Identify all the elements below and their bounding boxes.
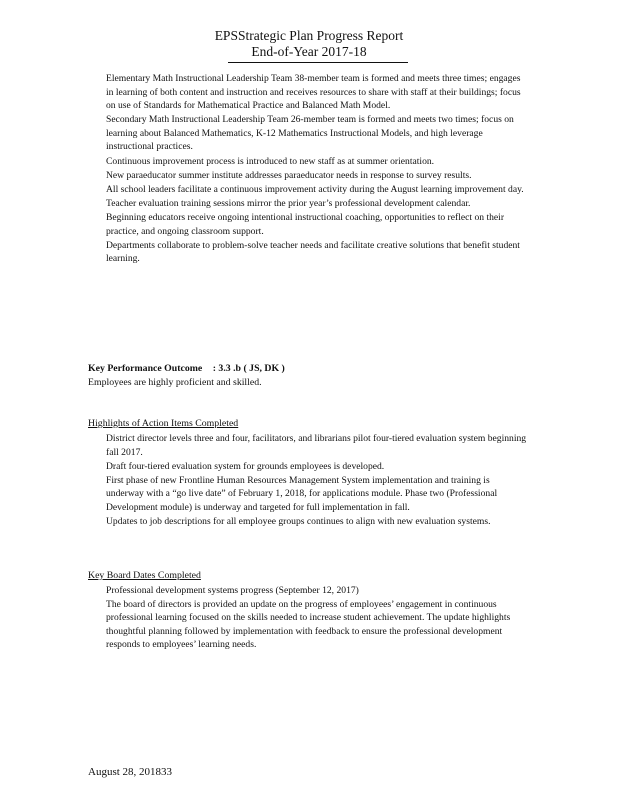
list-item-text: Departments collaborate to problem-solve teacher needs and facilitate creative solutions that benefit student learning.: [106, 239, 520, 265]
highlights-heading: Highlights of Action Items Completed: [88, 418, 239, 429]
list-item-text: Beginning educators receive ongoing intentional instructional coaching, opportunities to reflect on their practice, and ongoing classroom support.: [106, 211, 505, 237]
list-item-text: First phase of new Frontline Human Resources Management System implementation and training is underway with a “go live date” of February 1, 2018, for applications module. Phase two (Professional Development module) is underway and targeted for full implementation in fall.: [106, 474, 498, 513]
list-item: [88, 113, 528, 154]
list-item-text: Continuous improvement process is introduced to new staff as at summer orientation.: [106, 155, 435, 167]
title-rule: [228, 62, 408, 63]
list-item: [88, 515, 528, 529]
list-item-text: Updates to job descriptions for all employee groups continues to align with new evaluation systems.: [106, 516, 491, 528]
list-item-text: Secondary Math Instructional Leadership Team 26-member team is formed and meets two times; focus on learning about Balanced Mathematics, K-12 Mathematics Instructional Models, and high leverage instructional practices.: [106, 114, 514, 153]
list-item-text: All school leaders facilitate a continuous improvement activity during the August learning improvement day.: [106, 183, 524, 195]
footer-date: August 28, 201833: [88, 766, 173, 778]
key-performance-outcome: [88, 362, 285, 390]
list-item-text: Elementary Math Instructional Leadership Team 38-member team is formed and meets three times; engages in learning of both content and instruction and receives resources to share with staff at their buildings; focus on use of Standards for Mathematical Practice and Balanced Math Model.: [106, 73, 521, 112]
list-item: [88, 183, 528, 197]
list-item: [88, 239, 528, 266]
list-item-text: Teacher evaluation training sessions mirror the prior year’s professional development calendar.: [106, 197, 471, 209]
board-list: [88, 584, 528, 652]
list-item: [88, 169, 528, 183]
list-item: [88, 72, 528, 113]
list-item: [88, 197, 528, 211]
list-item: [88, 460, 528, 474]
list-item: [88, 155, 528, 169]
list-item: [88, 211, 528, 238]
kpo-text: Employees are highly proficient and skilled.: [88, 377, 262, 388]
report-title: EPSStrategic Plan Progress Report: [214, 28, 404, 43]
list-item-text: New paraeducator summer institute addresses paraeducator needs in response to survey results.: [106, 169, 472, 181]
list-item-text: Draft four-tiered evaluation system for grounds employees is developed.: [106, 460, 385, 472]
highlights-list: [88, 432, 528, 529]
list-item: [88, 584, 528, 652]
list-item-text: Professional development systems progress (September 12, 2017) The board of directors is provided an update on the progress of employees’ engagement in continuous professional learning focused on the skills needed to increase student achievement. The update highlights thoughtful planning followed by implementation with feedback to ensure the professional development responds to employees’ learning needs.: [106, 585, 511, 651]
kpo-label: Key Performance Outcome: [88, 363, 203, 374]
report-subtitle: End-of-Year 2017-18: [251, 44, 367, 59]
strategy-list: [88, 72, 528, 266]
list-item: [88, 474, 528, 515]
kpo-code: : 3.3 .b ( JS, DK ): [212, 363, 285, 374]
list-item-text: District director levels three and four, facilitators, and librarians pilot four-tiered evaluation system beginning fall 2017.: [106, 433, 527, 458]
list-item: [88, 432, 528, 459]
board-heading: Key Board Dates Completed: [88, 570, 201, 581]
